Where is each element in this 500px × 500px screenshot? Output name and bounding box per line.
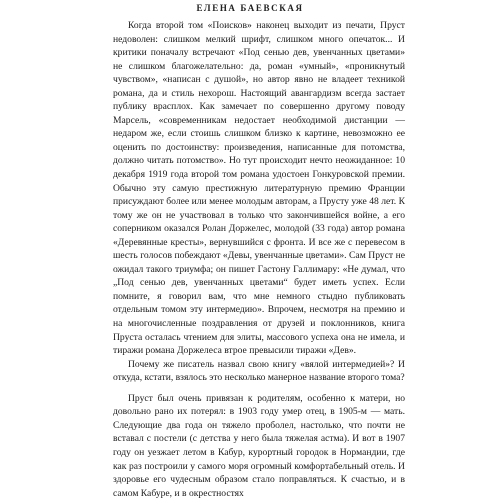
paragraph-cabourg: Пруст был очень привязан к родителям, особенно к матери, но довольно рано их потерял: в 1903 году умер отец, в 1905-м — мать. Следующие два года он тяжело проболел, настолько, что почти не вставал с постели (с детства у него была тяжелая астма). И вот в 1907 году он уезжает летом в Кабур, курортный городок в Нормандии, где как раз построили у самого моря огромный комфортабельный отель. И здоровье его чудесным образом стало поправляться. К счастью, и в самом Кабуре, и в окрестностях: [113, 392, 405, 499]
paragraph-goncourt-prize: Когда второй том «Поисков» наконец выходит из печати, Пруст недоволен: слишком мелкий шрифт, слишком много опечаток... И критики поначалу встречают «Под сенью дев, увенчанных цветами» не слишком благожелательно: да, роман «умный», «проникнутый чувством», «написан с душой», но автор явно не владеет техникой романа, да и стиль нехорош. Настоящий авангардизм всегда застает публику врасплох. Как замечает по совершенно другому поводу Марсель, «современникам недостает необходимой дистанции — недаром же, если стоишь слишком близко к картине, невозможно ее оценить по достоинству: произведения, написанные для потомства, должно читать потомство». Но тут происходит нечто неожиданное: 10 декабря 1919 года второй том романа удостоен Гонкуровской премии. Обычно эту самую престижную литературную премию Франции присуждают более или менее молодым авторам, а Прусту уже 48 лет. К тому же он не участвовал в только что закончившейся войне, а его соперником оказался Ролан Доржелес, молодой (33 года) автор романа «Деревянные кресты», вернувшийся с фронта. И все же с перевесом в шесть голосов побеждают «Девы, увенчанные цветами». Сам Пруст не ожидал такого триумфа; он пишет Гастону Галлимару: «Не думал, что „Под сенью дев, увенчанных цветами“ будет иметь успех. Если помните, я говорил вам, что мне немного стыдно публиковать отдельным томом эту интермедию». Впрочем, несмотря на премию и на многочисленные поздравления от друзей и поклонников, книга Пруста осталась чтением для элиты, массового успеха она не имела, и тиражи романа Доржелеса втрое превысили тиражи «Дев».: [113, 20, 405, 357]
running-header: ЕЛЕНА БАЕВСКАЯ: [196, 3, 304, 13]
paragraph-title-question: Почему же писатель назвал свою книгу «вялой интермедией»? И откуда, кстати, взялось это несколько манерное название второго тома?: [113, 358, 405, 384]
body-text: [113, 19, 405, 500]
